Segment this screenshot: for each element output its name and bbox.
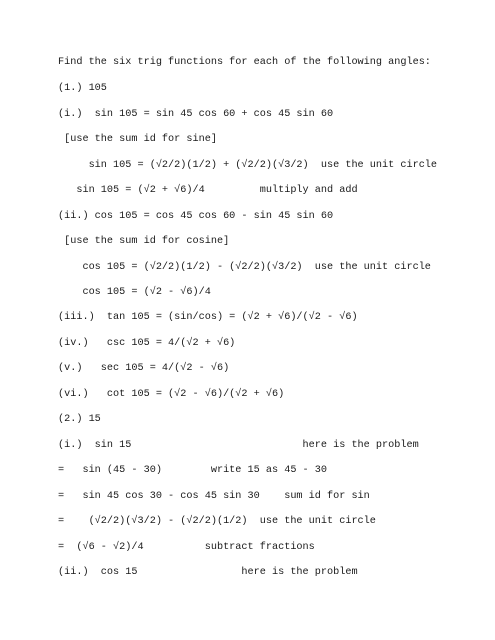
- problem-2-heading: (2.) 15: [58, 414, 101, 425]
- sin-105-substitution: sin 105 = (√2/2)(1/2) + (√2/2)(√3/2) use the unit circle: [58, 160, 438, 171]
- cos-15-heading: (ii.) cos 15 here is the problem: [58, 567, 358, 578]
- sin-105-identity: (i.) sin 105 = sin 45 cos 60 + cos 45 sin 60: [58, 109, 334, 120]
- sin-105-result: sin 105 = (√2 + √6)/4 multiply and add: [58, 185, 358, 196]
- sin-15-heading: (i.) sin 15 here is the problem: [58, 440, 419, 451]
- sin-15-identity: = sin 45 cos 30 - cos 45 sin 30 sum id for sin: [58, 491, 370, 502]
- cos-105-result: cos 105 = (√2 - √6)/4: [58, 287, 211, 298]
- tan-105-line: (iii.) tan 105 = (sin/cos) = (√2 + √6)/(√2 - √6): [58, 312, 358, 323]
- cosine-sum-note: [use the sum id for cosine]: [58, 236, 230, 247]
- sine-sum-note: [use the sum id for sine]: [58, 134, 217, 145]
- instruction-line: Find the six trig functions for each of the following angles:: [58, 57, 431, 68]
- csc-105-line: (iv.) csc 105 = 4/(√2 + √6): [58, 338, 236, 349]
- cos-105-identity: (ii.) cos 105 = cos 45 cos 60 - sin 45 sin 60: [58, 211, 334, 222]
- sin-15-rewrite: = sin (45 - 30) write 15 as 45 - 30: [58, 465, 327, 476]
- cot-105-line: (vi.) cot 105 = (√2 - √6)/(√2 + √6): [58, 389, 285, 400]
- sin-15-substitution: = (√2/2)(√3/2) - (√2/2)(1/2) use the unit circle: [58, 516, 376, 527]
- cos-105-substitution: cos 105 = (√2/2)(1/2) - (√2/2)(√3/2) use the unit circle: [58, 262, 431, 273]
- problem-1-heading: (1.) 105: [58, 83, 107, 94]
- sin-15-result: = (√6 - √2)/4 subtract fractions: [58, 542, 315, 553]
- sec-105-line: (v.) sec 105 = 4/(√2 - √6): [58, 363, 230, 374]
